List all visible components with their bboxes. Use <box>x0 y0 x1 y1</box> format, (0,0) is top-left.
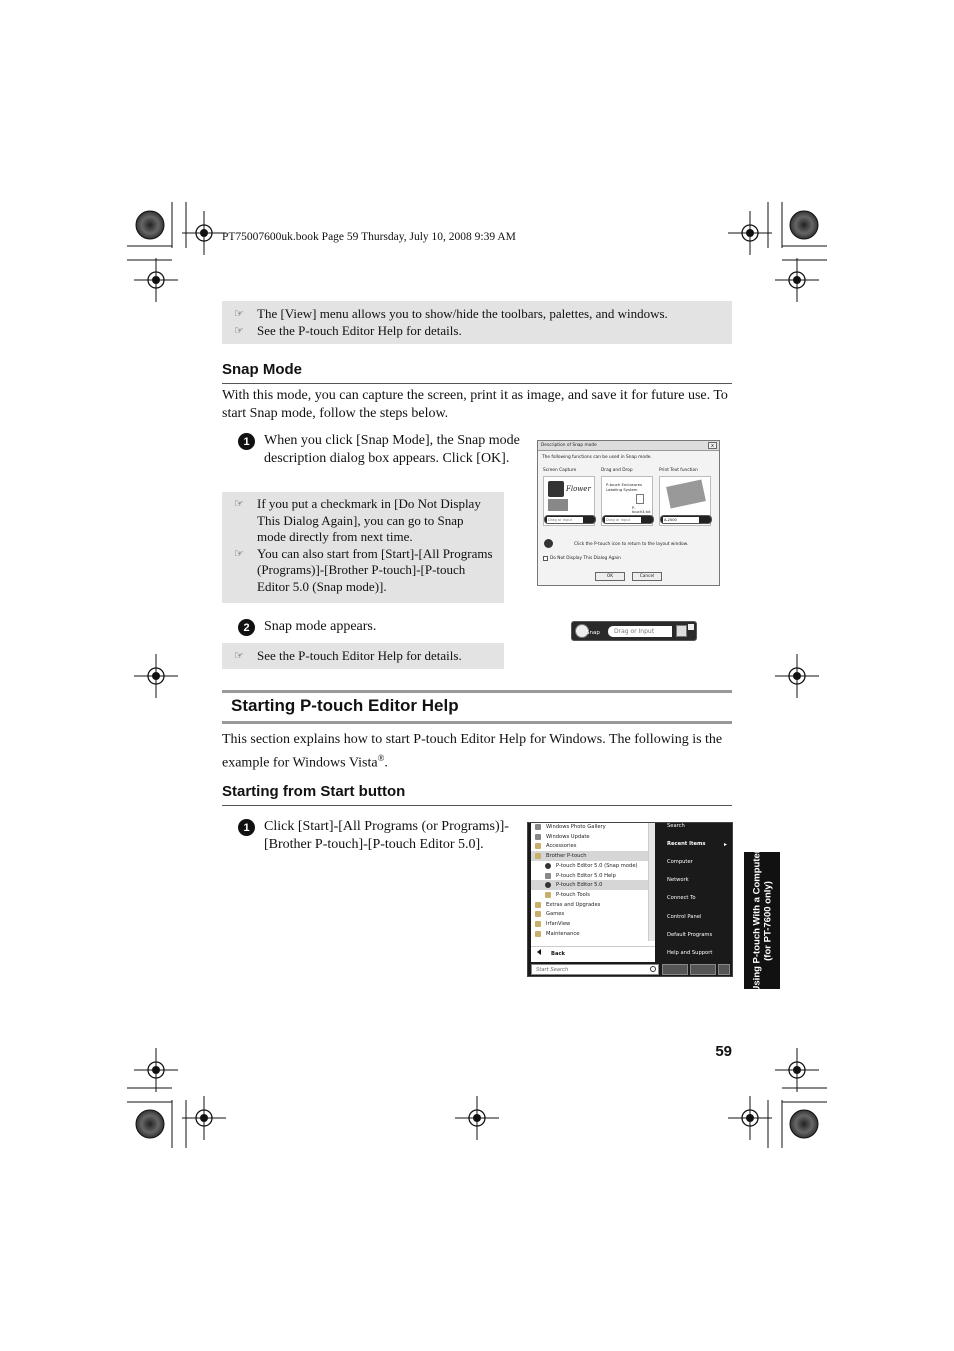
side-tab-line1: Using P-touch With a Computer <box>751 849 762 992</box>
snap-step-2 <box>238 618 508 636</box>
search-icon <box>650 966 656 972</box>
program-icon <box>535 834 541 840</box>
note-row <box>234 648 494 665</box>
menu-item[interactable]: Accessories <box>531 841 648 851</box>
ptouch-icon <box>545 882 551 888</box>
pointing-hand-icon: ☞ <box>234 497 244 510</box>
document-icon <box>636 494 644 504</box>
ptouch-icon <box>544 539 553 548</box>
menu-item[interactable]: Games <box>531 909 648 919</box>
note-text: You can also start from [Start]-[All Programs (Programs)]-[Brother P-touch]-[P-touch Editor 5.0 (Snap mode)]. <box>257 545 493 594</box>
folder-icon <box>535 931 541 937</box>
registered-mark: ® <box>377 753 385 763</box>
menu-item[interactable]: P-touch Editor 5.0 (Snap mode) <box>531 861 648 871</box>
right-menu-item[interactable]: Control Panel <box>667 914 702 920</box>
do-not-display-label: Do Not Display This Dialog Again <box>550 556 621 561</box>
note-text: If you put a checkmark in [Do Not Display This Dialog Again], you can go to Snap mode directly from next time. <box>257 496 481 544</box>
pointing-hand-icon: ☞ <box>234 323 244 337</box>
ok-button[interactable]: OK <box>595 572 625 581</box>
dialog-hint: Click the P-touch icon to return to the layout window. <box>574 542 689 547</box>
snap-bar <box>571 621 697 641</box>
photo-thumbnail <box>548 499 568 511</box>
do-not-display-checkbox[interactable] <box>543 556 548 561</box>
start-search-input[interactable]: Start Search <box>531 964 659 975</box>
drop-bar-1: Drag or Input <box>544 515 596 524</box>
arrow-right-icon: ▸ <box>724 841 728 848</box>
side-tab-line2: (for PT-7600 only) <box>762 880 773 961</box>
start-step-1 <box>238 818 520 854</box>
start-menu-right-pane <box>662 823 732 962</box>
dialog-description: The following functions can be used in Snap mode. <box>542 455 652 460</box>
menu-item[interactable]: Windows Photo Gallery <box>531 822 648 832</box>
right-menu-item[interactable]: Default Programs <box>667 932 713 938</box>
cancel-button[interactable]: Cancel <box>632 572 662 581</box>
folder-icon <box>535 853 541 859</box>
program-icon <box>535 824 541 830</box>
flower-text: Flower <box>566 485 591 493</box>
labeling-text: P-touch Enclosures Labeling System <box>606 482 642 492</box>
note-text: The [View] menu allows you to show/hide the toolbars, palettes, and windows. <box>257 306 668 321</box>
folder-icon <box>535 921 541 927</box>
chapter-side-tab <box>744 849 780 992</box>
programs-list <box>531 823 655 962</box>
drop-bar-3: A-2000 <box>660 515 712 524</box>
dialog-titlebar <box>538 441 719 451</box>
menu-item[interactable]: P-touch Editor 5.0 Help <box>531 871 648 881</box>
menu-item[interactable]: Brother P-touch <box>531 851 648 861</box>
heading-rule <box>222 805 732 806</box>
folder-icon <box>535 902 541 908</box>
step-number-badge: 1 <box>238 433 255 450</box>
lock-icon[interactable] <box>690 964 716 975</box>
snap-mode-intro: With this mode, you can capture the screen, print it as image, and save it for future use. To start Snap mode, follow the steps below. <box>222 388 728 421</box>
col-screen-capture: Screen Capture <box>543 468 577 473</box>
step-text: Click [Start]-[All Programs (or Programs)]-[Brother P-touch]-[P-touch Editor 5.0]. <box>264 819 509 852</box>
menu-item[interactable]: P-touch Tools <box>531 890 648 900</box>
intro-end: . <box>384 755 388 771</box>
note-view-menu <box>222 301 732 344</box>
capture-tool-icon[interactable] <box>676 625 687 637</box>
menu-item[interactable]: Windows Update <box>531 832 648 842</box>
note-snap-tips <box>222 492 504 603</box>
folder-icon <box>535 911 541 917</box>
heading-rule <box>222 383 732 384</box>
snap-label: Snap <box>586 630 600 636</box>
back-arrow-icon <box>537 949 541 955</box>
note-text: See the P-touch Editor Help for details. <box>257 322 462 338</box>
col-print-text: Print Text function <box>659 468 698 473</box>
arrow-right-icon[interactable] <box>718 964 730 975</box>
drop-bar-2: Drag or Input <box>602 515 654 524</box>
right-menu-item[interactable]: Search <box>667 823 685 829</box>
col-drag-drop: Drag and Drop <box>601 468 633 473</box>
note-row <box>234 546 494 596</box>
power-icon[interactable] <box>662 964 688 975</box>
ptouch-icon <box>545 863 551 869</box>
note-row <box>234 496 494 546</box>
start-menu <box>527 822 733 977</box>
menu-item[interactable]: Maintenance <box>531 929 648 939</box>
file-name: P-touch3.txt <box>632 506 651 514</box>
note-row <box>234 323 722 340</box>
page-number: 59 <box>715 1043 732 1060</box>
intro-text: This section explains how to start P-touch Editor Help for Windows. The following is the example for Windows Vista <box>222 732 723 771</box>
pointing-hand-icon: ☞ <box>234 307 244 320</box>
back-button[interactable]: Back <box>531 946 655 960</box>
step-text: Snap mode appears. <box>264 619 377 634</box>
snap-mode-heading: Snap Mode <box>222 361 303 378</box>
help-section-intro <box>222 731 734 773</box>
right-menu-item[interactable]: Connect To <box>667 895 696 901</box>
right-menu-item[interactable]: Network <box>667 877 689 883</box>
book-header: PT75007600uk.book Page 59 Thursday, July 10, 2008 9:39 AM <box>222 231 516 243</box>
pointing-hand-icon: ☞ <box>234 649 244 662</box>
snap-description-dialog <box>537 440 720 586</box>
step-number-badge: 1 <box>238 819 255 836</box>
right-menu-item[interactable]: Help and Support <box>667 950 713 956</box>
step-text: When you click [Snap Mode], the Snap mode description dialog box appears. Click [OK]. <box>264 433 520 466</box>
close-icon[interactable]: x <box>708 442 717 449</box>
snap-input[interactable]: Drag or Input <box>608 626 672 637</box>
dialog-title: Description of Snap mode <box>541 443 597 448</box>
help-section-heading: Starting P-touch Editor Help <box>222 690 732 724</box>
scrollbar[interactable] <box>648 823 655 941</box>
right-menu-item[interactable]: Recent Items <box>667 841 706 847</box>
folder-icon <box>545 892 551 898</box>
menu-item[interactable]: P-touch Editor 5.0 <box>531 880 648 890</box>
label-tape-image <box>666 479 706 508</box>
folder-icon <box>535 843 541 849</box>
start-button-heading: Starting from Start button <box>222 783 406 800</box>
note-snap-help <box>222 643 504 669</box>
help-icon <box>545 873 551 879</box>
right-menu-item[interactable]: Computer <box>667 859 693 865</box>
close-icon[interactable] <box>688 624 694 630</box>
menu-item[interactable]: Extras and Upgrades <box>531 900 648 910</box>
note-row <box>234 306 722 323</box>
note-text: See the P-touch Editor Help for details. <box>257 648 462 663</box>
pointing-hand-icon: ☞ <box>234 546 244 560</box>
flower-image-icon <box>548 481 564 497</box>
step-number-badge: 2 <box>238 619 255 636</box>
snap-step-1 <box>238 432 520 468</box>
menu-item[interactable]: IrfanView <box>531 919 648 929</box>
